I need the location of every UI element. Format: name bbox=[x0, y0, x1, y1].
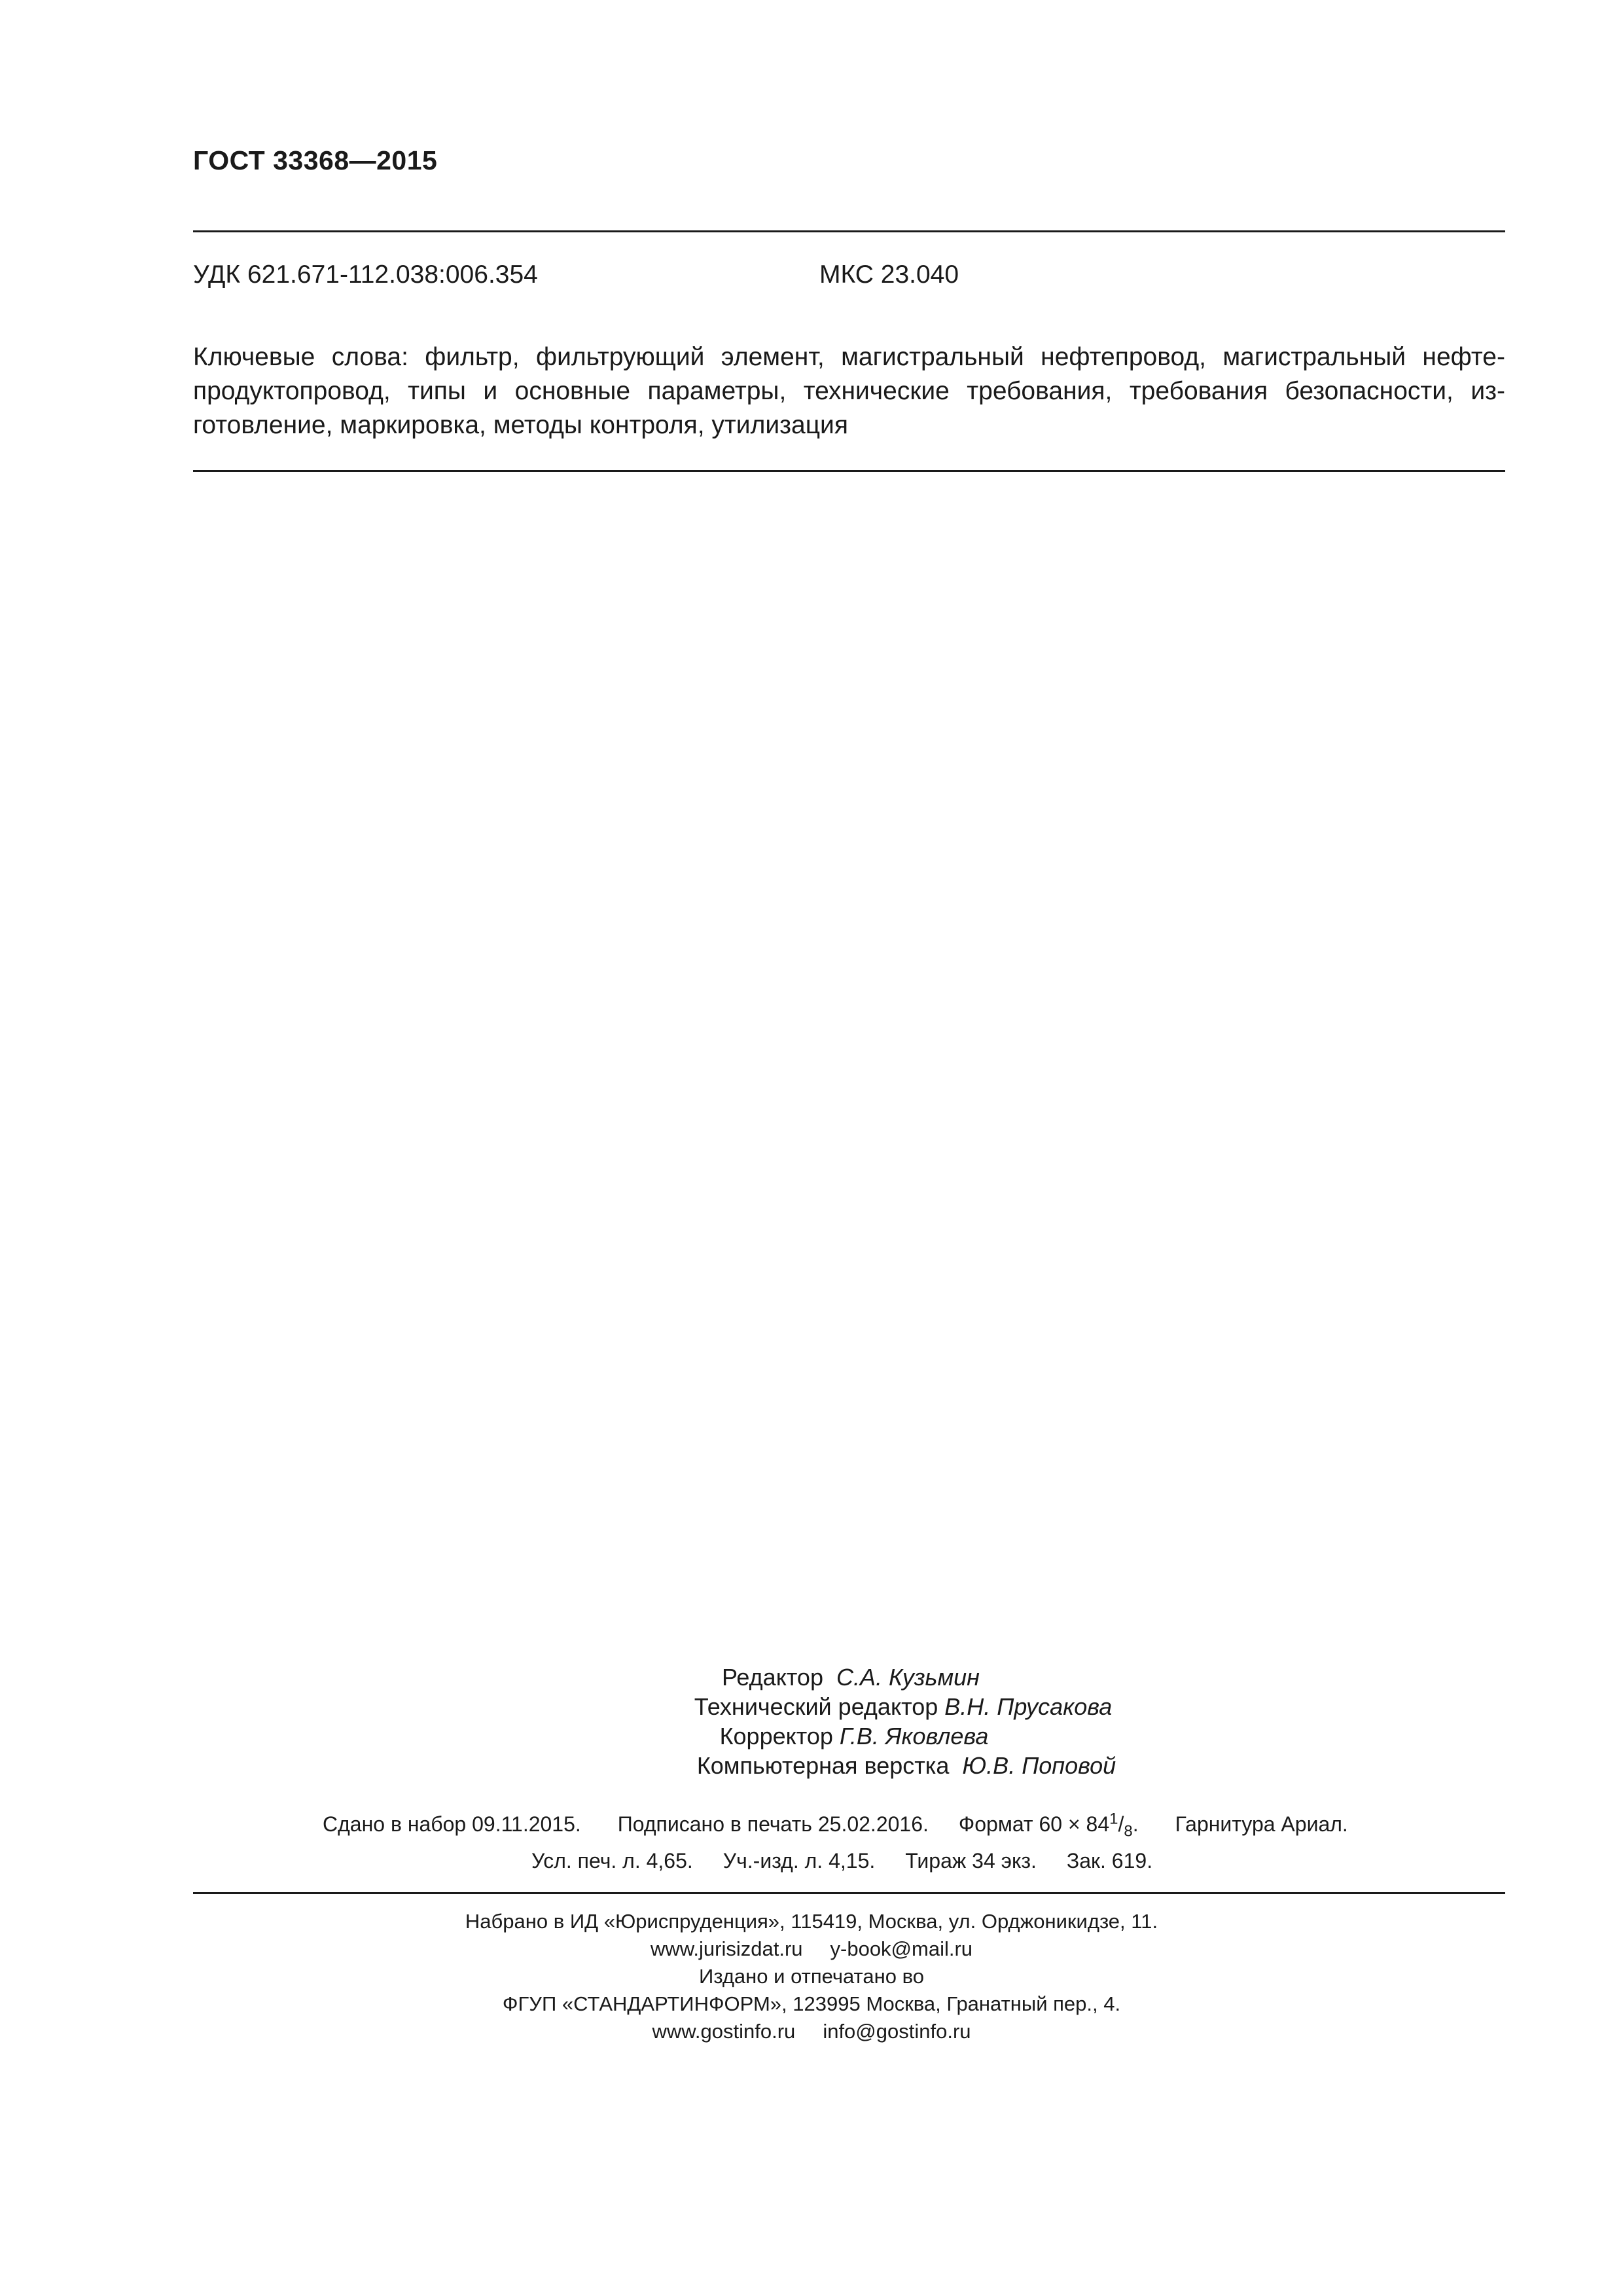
submitted-date: Сдано в набор 09.11.2015. bbox=[323, 1812, 581, 1836]
typeset-line: Набрано в ИД «Юриспруденция», 115419, Москва, ул. Орджоникидзе, 11. bbox=[465, 1910, 1158, 1933]
publisher-block bbox=[0, 1908, 1623, 2045]
mks-code: МКС 23.040 bbox=[819, 260, 959, 289]
org-email-link[interactable]: info@gostinfo.ru bbox=[823, 2020, 971, 2043]
typeface: Гарнитура Ариал. bbox=[1175, 1812, 1348, 1836]
layout-role: Компьютерная верстка bbox=[696, 1752, 950, 1779]
standard-code: ГОСТ 33368—2015 bbox=[193, 145, 438, 175]
tech-editor-line bbox=[183, 1692, 1623, 1721]
top-divider bbox=[193, 230, 1505, 232]
editor-name: С.А. Кузьмин bbox=[836, 1664, 980, 1691]
publisher-sheets: Уч.-изд. л. 4,15. bbox=[722, 1849, 876, 1873]
org-site-link[interactable]: www.gostinfo.ru bbox=[652, 2020, 796, 2043]
signed-date: Подписано в печать 25.02.2016. bbox=[617, 1812, 929, 1836]
corrector-name: Г.В. Яковлева bbox=[839, 1723, 989, 1749]
corrector-role: Корректор bbox=[719, 1723, 833, 1749]
corrector-line bbox=[85, 1721, 1623, 1751]
print-sheets: Усл. печ. л. 4,65. bbox=[531, 1849, 693, 1873]
print-run: Тираж 34 экз. bbox=[905, 1849, 1037, 1873]
org-line: ФГУП «СТАНДАРТИНФОРМ», 123995 Москва, Гранатный пер., 4. bbox=[502, 1992, 1121, 2015]
order-number: Зак. 619. bbox=[1066, 1849, 1153, 1873]
typeset-contacts bbox=[0, 1935, 1623, 1963]
tech-editor-role: Технический редактор bbox=[694, 1693, 938, 1720]
tech-editor-name: В.Н. Прусакова bbox=[944, 1693, 1113, 1720]
format: Формат $60 \times 84^1/_8$. bbox=[958, 1810, 1139, 1840]
typeset-site-link[interactable]: www.jurisizdat.ru bbox=[650, 1937, 803, 1960]
udk-code: УДК 621.671-112.038:006.354 bbox=[193, 260, 538, 289]
org-contacts bbox=[0, 2018, 1623, 2045]
published-at-line: Издано и отпечатано во bbox=[699, 1965, 924, 1988]
typeset-email-link[interactable]: y-book@mail.ru bbox=[830, 1937, 973, 1960]
editor-role: Редактор bbox=[722, 1664, 823, 1691]
publisher-divider bbox=[193, 1892, 1505, 1894]
layout-name: Ю.В. Поповой bbox=[962, 1752, 1116, 1779]
keywords-paragraph: Ключевые слова: фильтр, фильтрующий элемент, магистральный нефтепровод, магистральный нефтепродуктопровод, типы и основные параметры, технические требования, требования безопасности, изготовление, маркировка, методы контроля, утилизация bbox=[193, 343, 1505, 439]
keywords-divider bbox=[193, 470, 1505, 472]
layout-line bbox=[190, 1751, 1623, 1780]
editor-line bbox=[79, 1662, 1623, 1692]
credits-block bbox=[0, 1662, 1623, 1780]
